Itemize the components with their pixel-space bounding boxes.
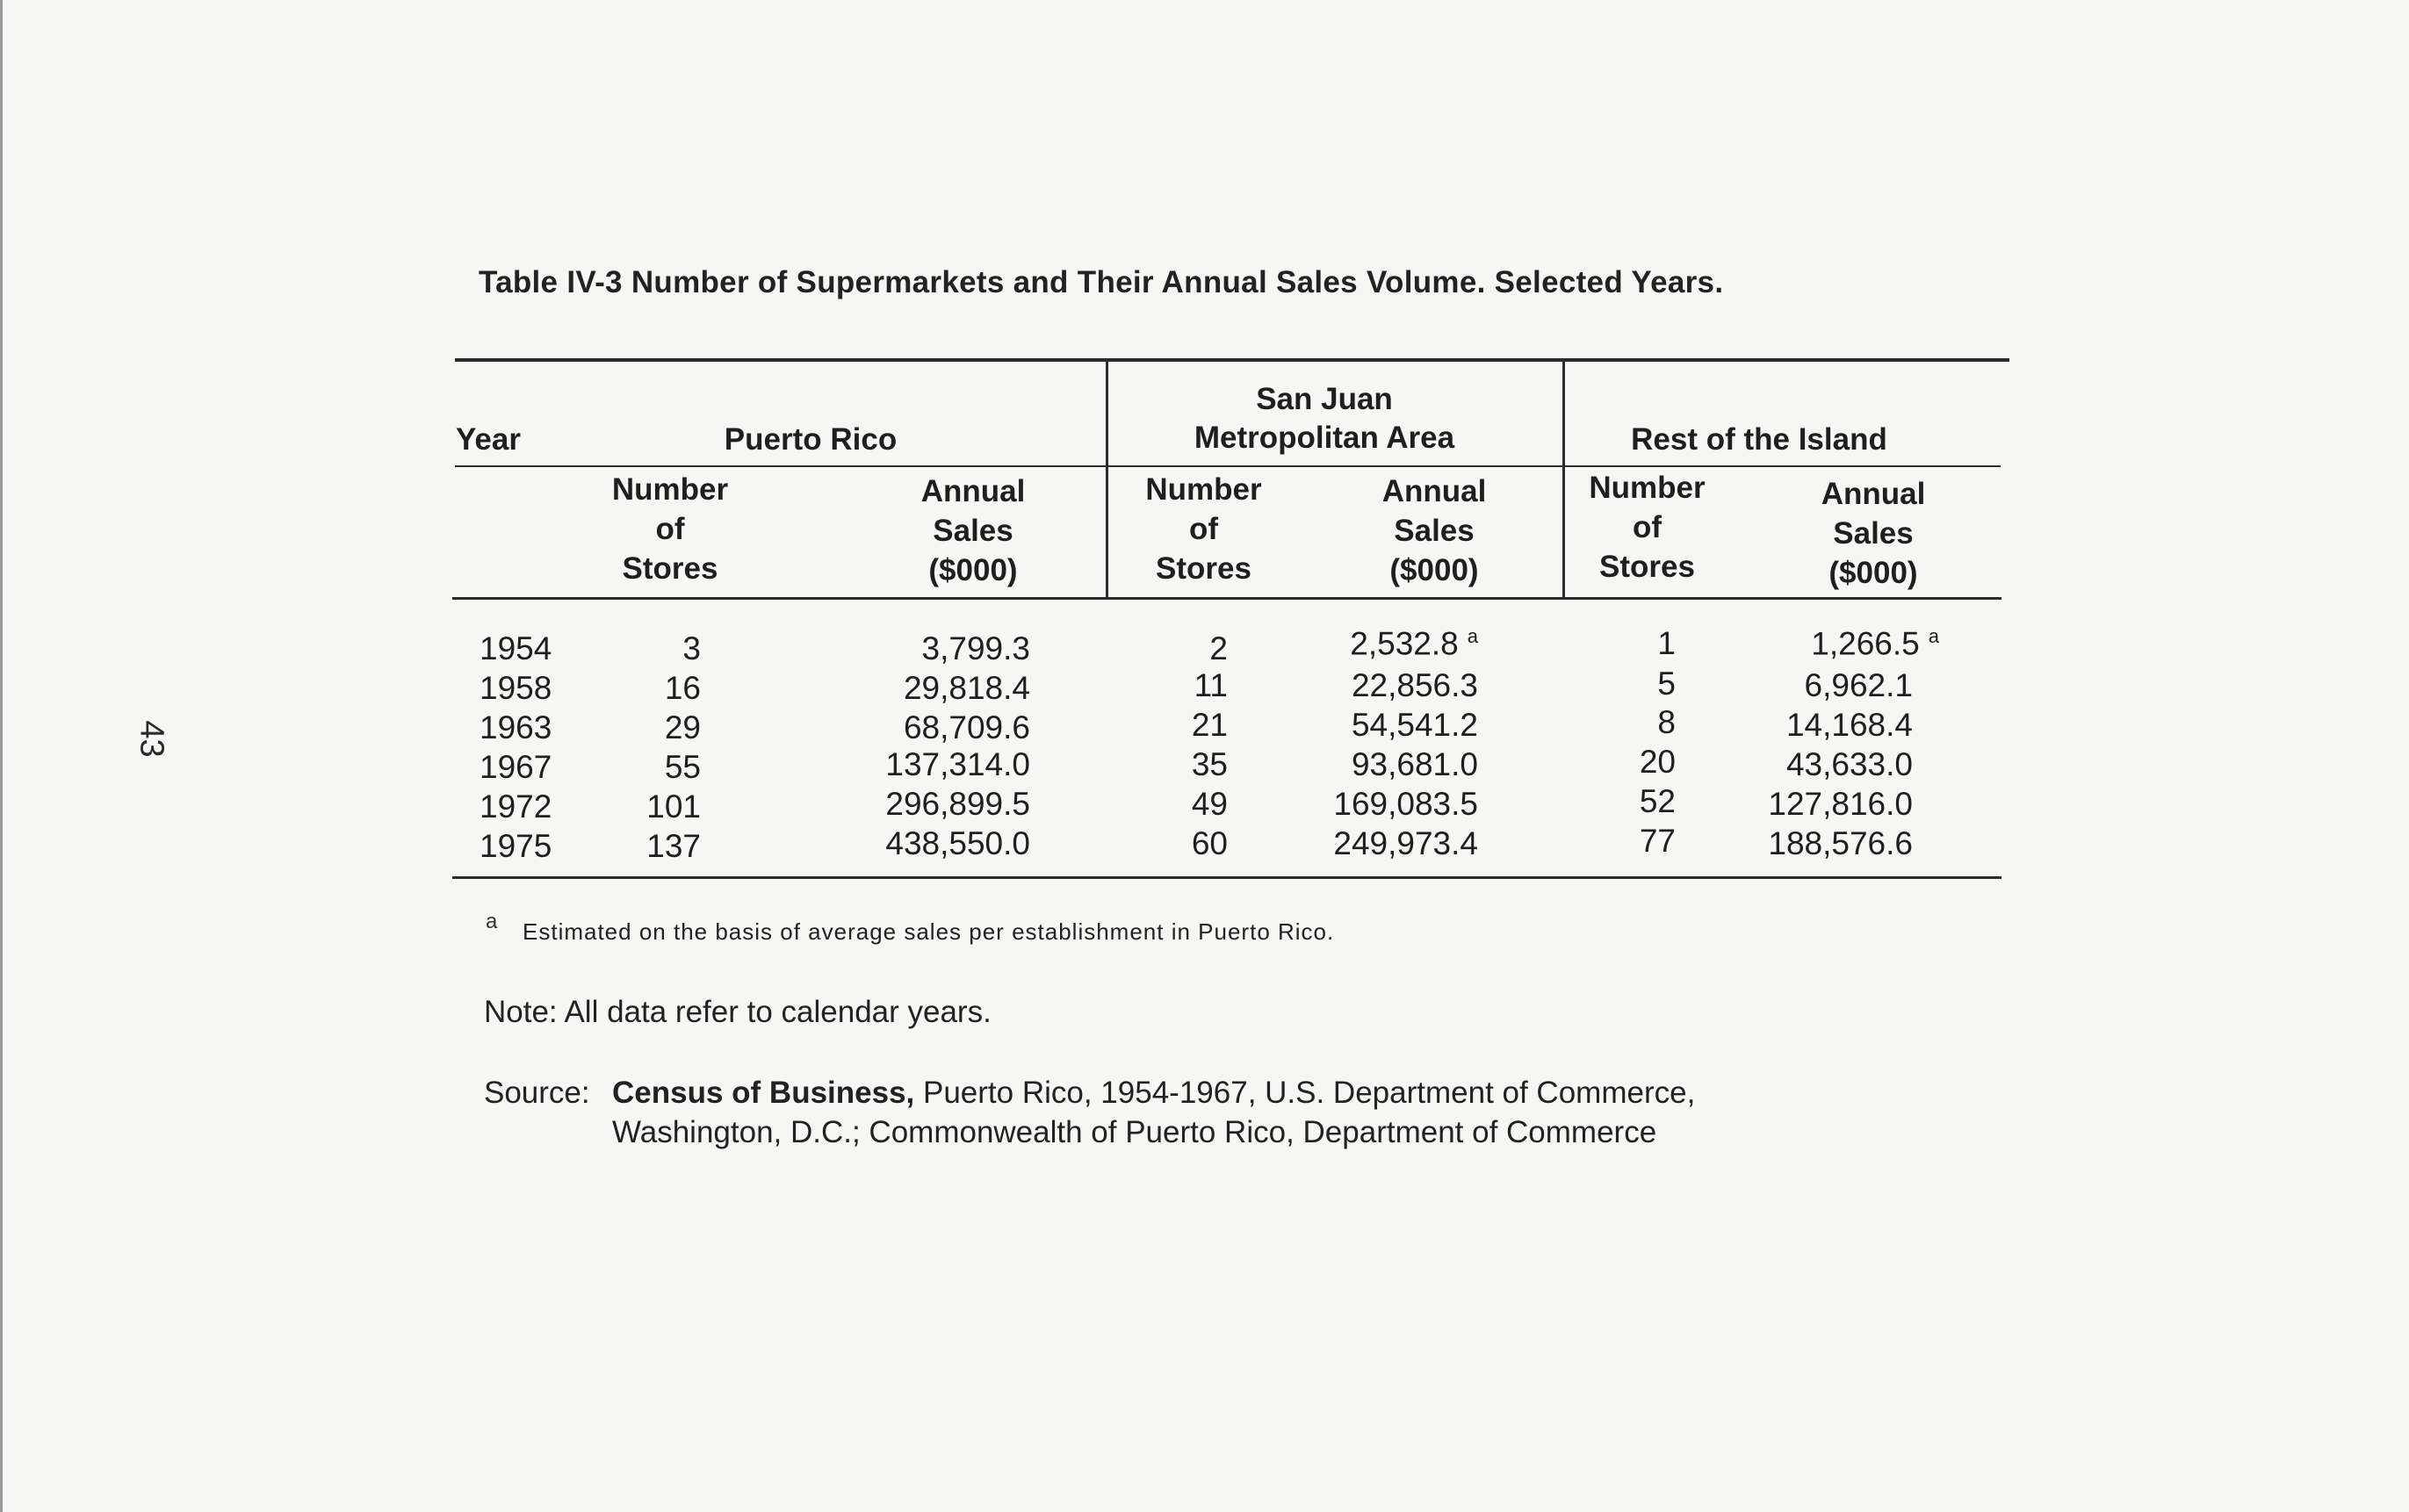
cell-sj-sales: 54,541.2: [1351, 707, 1478, 743]
cell-pr-sales: 137,314.0: [885, 746, 1030, 782]
source-line2: Washington, D.C.; Commonwealth of Puerto Rico, Department of Commerce: [612, 1115, 1657, 1149]
header-rest-sales: Annual Sales ($000): [1821, 477, 1926, 590]
cell-sj-sales: 249,973.4: [1333, 825, 1478, 861]
cell-rest-stores: 5: [1657, 666, 1676, 702]
cell-rest-sales: 6,962.1: [1804, 667, 1913, 703]
header-san-juan-line1: San Juan: [1256, 382, 1393, 416]
cell-year: 1963: [480, 709, 552, 745]
header-rest-stores: Number of Stores: [1589, 471, 1706, 584]
cell-rest-sales: 14,168.4: [1785, 707, 1913, 743]
cell-rest-stores: 77: [1639, 823, 1676, 859]
cell-sj-sales: 22,856.3: [1351, 667, 1478, 703]
cell-rest-stores: 1: [1657, 625, 1676, 661]
cell-sj-stores: 21: [1191, 707, 1228, 743]
table-title: Table IV-3 Number of Supermarkets and Their Annual Sales Volume. Selected Years.: [479, 265, 1724, 299]
header-pr-sales: Annual Sales ($000): [920, 474, 1026, 587]
header-puerto-rico: Puerto Rico: [724, 422, 898, 457]
cell-year: 1967: [480, 749, 552, 785]
footnote-text: Estimated on the basis of average sales per establishment in Puerto Rico.: [523, 918, 1335, 945]
header-mid-rule: [455, 465, 2001, 467]
divider-rest: [1562, 358, 1565, 600]
cell-pr-stores: 101: [646, 788, 701, 824]
header-sj-stores: Number of Stores: [1145, 472, 1262, 586]
cell-year: 1975: [480, 828, 552, 864]
cell-pr-sales: 68,709.6: [903, 709, 1030, 745]
cell-pr-sales: 296,899.5: [885, 786, 1030, 822]
page-number: 43: [133, 720, 170, 758]
source-label: Source:: [484, 1076, 590, 1110]
header-year: Year: [456, 422, 521, 457]
cell-sj-stores: 35: [1191, 746, 1228, 782]
cell-rest-sales: 127,816.0: [1768, 786, 1913, 822]
cell-pr-sales: 29,818.4: [903, 670, 1030, 706]
cell-sj-stores: 2: [1209, 630, 1228, 666]
cell-year: 1958: [480, 670, 552, 706]
divider-sj: [1106, 358, 1108, 600]
source-title: Census of Business,: [612, 1076, 915, 1110]
header-bottom-rule: [452, 597, 2001, 600]
cell-rest-stores: 20: [1639, 744, 1676, 780]
cell-rest-stores: 8: [1657, 704, 1676, 740]
cell-sj-stores: 49: [1191, 786, 1228, 822]
cell-pr-sales: 438,550.0: [885, 825, 1030, 861]
note-text: Note: All data refer to calendar years.: [484, 995, 992, 1029]
cell-pr-stores: 55: [664, 749, 701, 785]
cell-rest-sales: 188,576.6: [1768, 825, 1913, 861]
header-san-juan-line2: Metropolitan Area: [1194, 421, 1455, 455]
cell-pr-stores: 29: [664, 709, 701, 745]
cell-year: 1954: [480, 630, 552, 666]
header-pr-stores: Number of Stores: [611, 472, 729, 586]
table-top-rule: [455, 358, 2009, 362]
cell-rest-stores: 52: [1639, 783, 1676, 819]
cell-pr-stores: 137: [646, 828, 701, 864]
cell-rest-sales: 43,633.0: [1785, 746, 1913, 782]
cell-rest-sales: 1,266.5 $^a$: [1811, 625, 1939, 662]
source-block: [484, 1073, 1695, 1152]
cell-sj-sales: 169,083.5: [1333, 786, 1478, 822]
header-sj-sales: Annual Sales ($000): [1381, 474, 1487, 587]
cell-sj-sales: 2,532.8 $^a$: [1350, 625, 1478, 662]
cell-sj-stores: 60: [1191, 825, 1228, 861]
header-rest-of-island: Rest of the Island: [1631, 422, 1887, 457]
table-bottom-rule: [452, 876, 2001, 879]
source-line1: Puerto Rico, 1954-1967, U.S. Department of Commerce,: [923, 1076, 1696, 1110]
cell-pr-stores: 16: [664, 670, 701, 706]
cell-sj-sales: 93,681.0: [1351, 746, 1478, 782]
footnote-mark: a: [486, 910, 498, 933]
cell-pr-sales: 3,799.3: [921, 630, 1030, 666]
cell-year: 1972: [480, 788, 552, 824]
cell-sj-stores: 11: [1194, 667, 1228, 703]
cell-pr-stores: 3: [682, 630, 701, 666]
